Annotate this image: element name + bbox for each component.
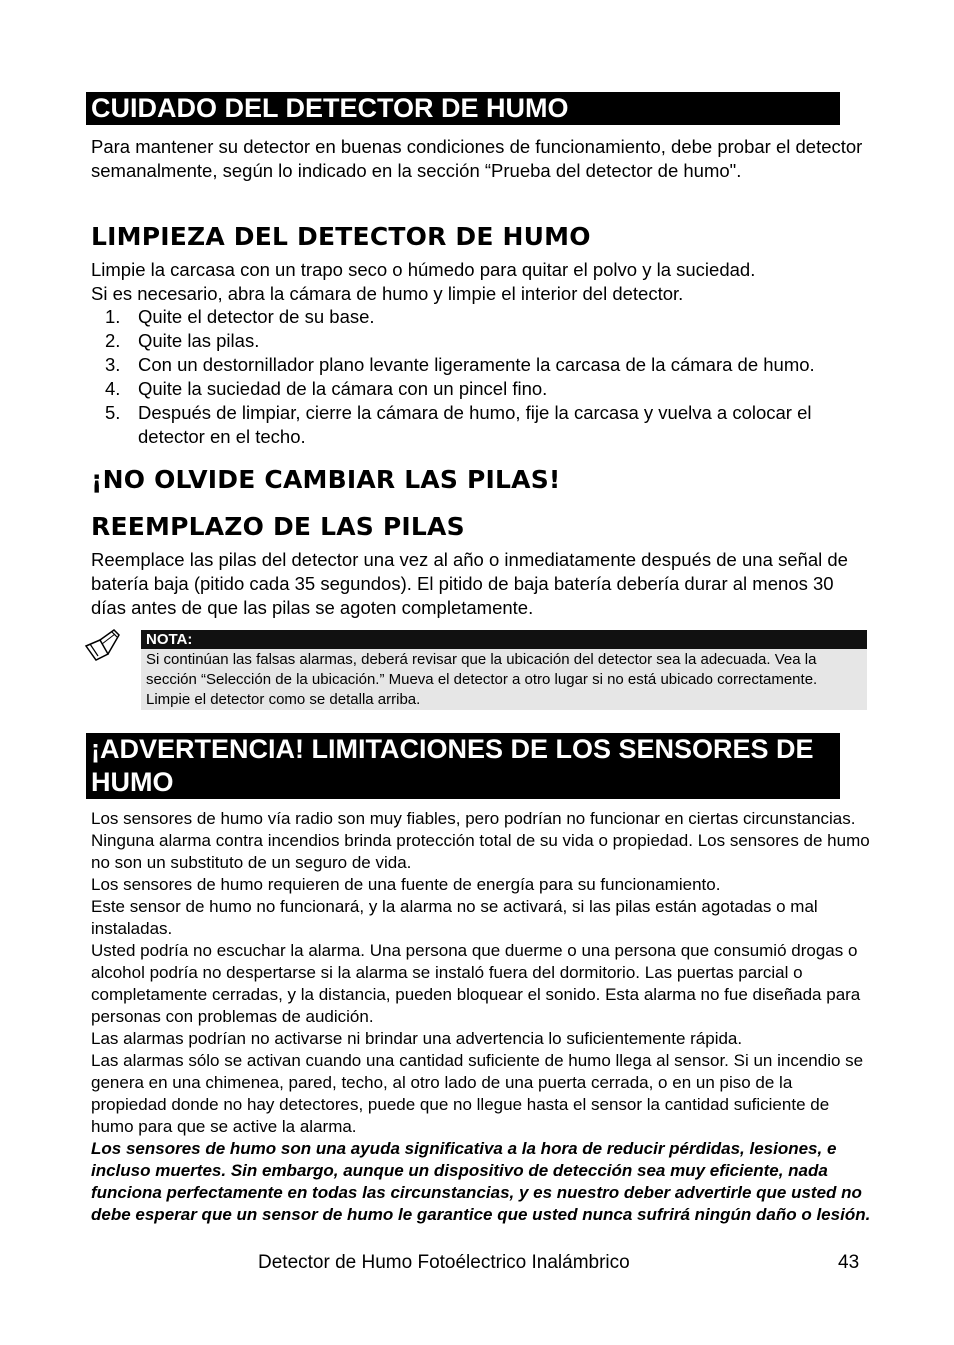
note-label: NOTA: [141, 630, 867, 649]
step-text: Quite la suciedad de la cámara con un pincel fino. [138, 378, 548, 399]
step-number: 4. [105, 378, 121, 399]
warning-paragraph: Los sensores de humo vía radio son muy fiables, pero podrían no funcionar en ciertas circunstancias. Ninguna alarma contra incendios brinda protección total de su vida o propiedad. Los sensores de humo no son un substituto de un seguro de vida. [91, 809, 870, 872]
note-pencil-icon [82, 626, 122, 666]
warning-section-title: ¡ADVERTENCIA! LIMITACIONES DE LOS SENSORES DE HUMO [86, 733, 840, 799]
warning-body [91, 808, 871, 1226]
step-text: Con un destornillador plano levante ligeramente la carcasa de la cámara de humo. [138, 354, 815, 375]
step-number: 5. [105, 402, 121, 423]
cleaning-step [91, 401, 851, 449]
cleaning-step [91, 377, 911, 401]
step-number: 2. [105, 330, 121, 351]
step-number: 1. [105, 306, 121, 327]
care-section-title: CUIDADO DEL DETECTOR DE HUMO [86, 92, 840, 125]
cleaning-step [91, 353, 911, 377]
step-text: Quite las pilas. [138, 330, 260, 351]
footer-document-title: Detector de Humo Fotoélectrico Inalámbrico [258, 1252, 630, 1273]
cleaning-step [91, 305, 911, 329]
warning-emphasis: Los sensores de humo son una ayuda significativa a la hora de reducir pérdidas, lesiones, e incluso muertes. Sin embargo, aunque un dispositivo de detección sea muy eficiente, nada funciona perfectamente en todas las circunstancias, y es nuestro deber advertirle que usted no debe esperar que un sensor de humo le garantice que usted nunca sufrirá ningún daño o lesión. [91, 1139, 871, 1224]
warning-paragraph: Los sensores de humo requieren de una fuente de energía para su funcionamiento. [91, 875, 721, 894]
battery-replacement-title: REEMPLAZO DE LAS PILAS [91, 512, 465, 541]
battery-replacement-text: Reemplace las pilas del detector una vez al año o inmediatamente después de una señal de batería baja (pitido cada 35 segundos). El pitido de baja batería debería durar al menos 30 días antes de que las pilas se agoten completamente. [91, 549, 848, 618]
step-text: Después de limpiar, cierre la cámara de humo, fije la carcasa y vuelva a colocar el detector en el techo. [138, 402, 812, 447]
cleaning-step [91, 329, 911, 353]
warning-paragraph: Este sensor de humo no funcionará, y la alarma no se activará, si las pilas están agotadas o mal instaladas. [91, 897, 818, 938]
care-text: Para mantener su detector en buenas condiciones de funcionamiento, debe probar el detector semanalmente, según lo indicado en la sección “Prueba del detector de humo". [91, 136, 863, 181]
cleaning-line-2: Si es necesario, abra la cámara de humo y limpie el interior del detector. [91, 283, 684, 304]
note-text: Si continúan las falsas alarmas, deberá revisar que la ubicación del detector sea la adecuada. Vea la sección “Selección de la ubicación.” Mueva el detector a otro lugar si no está ubicado correctamente. Limpie el detector como se detalla arriba. [141, 649, 867, 710]
cleaning-section-title: LIMPIEZA DEL DETECTOR DE HUMO [91, 222, 591, 251]
warning-paragraph: Las alarmas sólo se activan cuando una cantidad suficiente de humo llega al sensor. Si un incendio se genera en una chimenea, pared, techo, al otro lado de una puerta cerrada, o en un piso de la propiedad donde no hay detectores, puede que no llegue hasta el sensor la cantidad suficiente de humo para que se active la alarma. [91, 1051, 864, 1136]
warning-paragraph: Usted podría no escuchar la alarma. Una persona que duerme o una persona que consumió drogas o alcohol podría no despertarse si la alarma se instaló fuera del dormitorio. Las puertas parcial o completamente cerradas, y la distancia, pueden bloquear el sonido. Esta alarma no fue diseñada para personas con problemas de audición. [91, 941, 861, 1026]
step-number: 3. [105, 354, 121, 375]
cleaning-steps-list [91, 305, 911, 449]
warning-paragraph: Las alarmas podrían no activarse ni brindar una advertencia lo suficientemente rápida. [91, 1029, 743, 1048]
battery-reminder-title: ¡NO OLVIDE CAMBIAR LAS PILAS! [91, 465, 561, 494]
page-number: 43 [838, 1252, 860, 1273]
step-text: Quite el detector de su base. [138, 306, 375, 327]
cleaning-line-1: Limpie la carcasa con un trapo seco o húmedo para quitar el polvo y la suciedad. [91, 259, 756, 280]
